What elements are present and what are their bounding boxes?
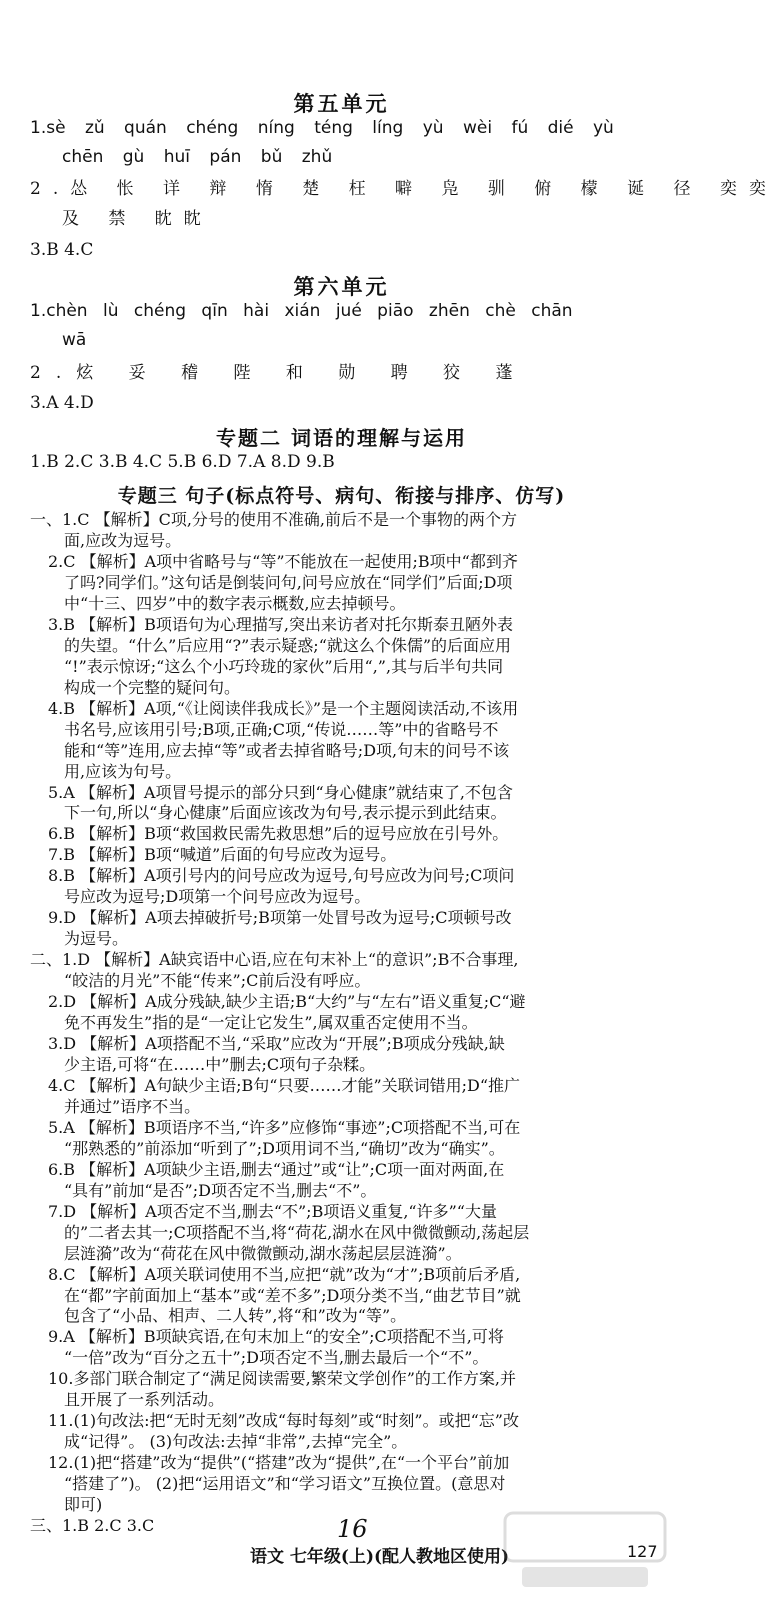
answer-line: 10.多部门联合制定了“满足阅读需要,繁荣文学创作”的工作方案,并	[48, 1369, 516, 1389]
answer-line: 书名号,应该用引号;B项,正确;C项,“传说……等”中的省略号不	[64, 719, 499, 739]
answer-line: “皎洁的月光”不能“传来”;C前后没有呼应。	[64, 971, 371, 991]
page-number: 127	[627, 1542, 658, 1561]
answer-line: 6.B 【解析】B项“救国救民需先救思想”后的逗号应放在引号外。	[48, 824, 509, 844]
answer-line: 5.A 【解析】A项冒号提示的部分只到“身心健康”就结束了,不包含	[48, 782, 513, 802]
answer-line: 8.B 【解析】A项引号内的问号应改为逗号,句号应改为问号;C项问	[48, 866, 515, 886]
answer-line: 7.D 【解析】A项否定不当,删去“不”;B项语义重复,“许多”“大量	[48, 1201, 497, 1221]
answer-line: 一、1.C 【解析】C项,分号的使用不准确,前后不是一个事物的两个方	[30, 510, 518, 529]
unit5-q2-line1: 2.怂 怅 详 辩 惰 楚 枉 噼 凫 驯 俯 檬 诞 径 奕奕	[30, 179, 778, 199]
answer-line: 4.C 【解析】A句缺少主语;B句“只要……才能”关联词错用;D“推广	[48, 1075, 521, 1095]
answer-line: 9.D 【解析】A项去掉破折号;B项第一处冒号改为逗号;C项顿号改	[48, 908, 512, 928]
answer-line: 并通过”语序不当。	[64, 1096, 201, 1116]
answer-line: 的失望。“什么”后应用“?”表示疑惑;“就这么个侏儒”的后面应用	[64, 635, 512, 655]
answer-line: 在“都”字前面加上“基本”或“差不多”;D项分类不当,“曲艺节目”就	[64, 1285, 521, 1305]
answer-line: 了吗?同学们。”这句话是倒装问句,问号应放在“同学们”后面;D项	[64, 572, 513, 592]
answer-line: 号应改为逗号;D项第一个问号应改为逗号。	[64, 887, 371, 907]
answer-line: 层涟漪”改为“荷花在风中微微颤动,湖水荡起层层涟漪”。	[64, 1243, 462, 1263]
unit6-q1-line1: 1.chèn lù chéng qīn hài xián jué piāo zhēn chè chān	[30, 301, 573, 321]
answer-line: 3.B 【解析】B项语句为心理描写,突出来访者对托尔斯泰丑陋外表	[48, 614, 513, 634]
unit5-q1-line2: chēn gù huī pán bǔ zhǔ	[62, 147, 333, 167]
answer-line: “!”表示惊讶;“这么个小巧玲珑的家伙”后用“,”,其与后半句共同	[64, 656, 504, 676]
answer-line: 少主语,可将“在……中”删去;C项句子杂糅。	[64, 1054, 376, 1074]
topic2-title: 专题二 词语的理解与运用	[216, 426, 467, 450]
answer-line: “那熟悉的”前添加“听到了”;D项用词不当,“确切”改为“确实”。	[64, 1138, 505, 1158]
answer-line: 下一句,所以“身心健康”后面应该改为句号,表示提示到此结束。	[64, 803, 507, 823]
answer-line: “搭建了”)。 (2)把“运用语文”和“学习语文”互换位置。(意思对	[64, 1474, 506, 1494]
answer-line: 6.B 【解析】A项缺少主语,删去“通过”或“让”;C项一面对两面,在	[48, 1159, 505, 1179]
answer-line: 为逗号。	[64, 929, 129, 949]
answer-line: 7.B 【解析】B项“喊道”后面的句号应改为逗号。	[48, 845, 397, 865]
unit5-q1-line1: 1.sè zǔ quán chéng níng téng líng yù wèi fú dié yù	[30, 118, 614, 138]
topic2-answers: 1.B 2.C 3.B 4.C 5.B 6.D 7.A 8.D 9.B	[30, 452, 335, 472]
answer-line: 二、1.D 【解析】A缺宾语中心语,应在句末补上“的意识”;B不合事理,	[30, 950, 519, 970]
watermark-logo	[500, 1505, 670, 1595]
answer-line: 能和“等”连用,应去掉“等”或者去掉省略号;D项,句末的问号不该	[64, 740, 510, 760]
footer-title: 语文 七年级(上)(配人教地区使用)	[250, 1547, 510, 1567]
unit5-title: 第五单元	[293, 91, 390, 116]
unit6-q3: 3.A 4.D	[30, 393, 94, 413]
answer-line: 中“十三、四岁”中的数字表示概数,应去掉顿号。	[64, 593, 406, 613]
unit5-q3: 3.B 4.C	[30, 240, 94, 260]
answer-line: 的”二者去其一;C项搭配不当,将“荷花,湖水在风中微微颤动,荡起层	[64, 1222, 530, 1242]
answer-line: “一倍”改为“百分之五十”;D项否定不当,删去最后一个“不”。	[64, 1348, 489, 1368]
answer-line: 2.D 【解析】A成分残缺,缺少主语;B“大约”与“左右”语义重复;C“避	[48, 992, 526, 1011]
answer-line: 免不再发生”指的是“一定让它发生”,属双重否定使用不当。	[64, 1013, 478, 1032]
answer-line: 9.A 【解析】B项缺宾语,在句末加上“的安全”;C项搭配不当,可将	[48, 1327, 504, 1347]
answer-line: 4.B 【解析】A项,“《让阅读伴我成长》”是一个主题阅读活动,不该用	[48, 698, 519, 718]
topic3-title: 专题三 句子(标点符号、病句、衔接与排序、仿写)	[117, 485, 566, 507]
answer-line: 三、1.B 2.C 3.C	[30, 1516, 155, 1535]
answer-line: 面,应改为逗号。	[64, 531, 182, 550]
unit6-q1-line2: wā	[62, 330, 87, 350]
answer-line: 12.(1)把“搭建”改为“提供”(“搭建”改为“提供”,在“一个平台”前加	[48, 1453, 510, 1473]
answer-line: 5.A 【解析】B项语序不当,“许多”应修饰“事迹”;C项搭配不当,可在	[48, 1117, 521, 1137]
handwritten-mark: 16	[337, 1515, 368, 1543]
answer-line: 8.C 【解析】A项关联词使用不当,应把“就”改为“才”;B项前后矛盾,	[48, 1264, 521, 1284]
answer-line: “具有”前加“是否”;D项否定不当,删去“不”。	[64, 1180, 377, 1200]
answer-line: 成“记得”。 (3)句改法:去掉“非常”,去掉“完全”。	[64, 1432, 408, 1452]
answer-line: 且开展了一系列活动。	[64, 1390, 225, 1410]
answer-line: 包含了“小品、相声、二人转”,将“和”改为“等”。	[64, 1306, 407, 1326]
answer-line: 11.(1)句改法:把“无时无刻”改成“每时每刻”或“时刻”。或把“忘”改	[48, 1411, 519, 1431]
answer-line: 即可)	[64, 1495, 103, 1514]
unit6-q2: 2.炫 妥 稽 陛 和 勋 聘 狡 蓬	[30, 363, 528, 383]
answer-line: 3.D 【解析】A项搭配不当,“采取”应改为“开展”;B项成分残缺,缺	[48, 1034, 505, 1053]
answer-line: 2.C 【解析】A项中省略号与“等”不能放在一起使用;B项中“都到齐	[48, 551, 518, 571]
unit6-title: 第六单元	[293, 274, 390, 299]
answer-line: 用,应该为句号。	[64, 761, 182, 781]
answer-line: 构成一个完整的疑问句。	[64, 677, 241, 697]
unit5-q2-line2: 及 禁 眈眈	[62, 209, 213, 229]
